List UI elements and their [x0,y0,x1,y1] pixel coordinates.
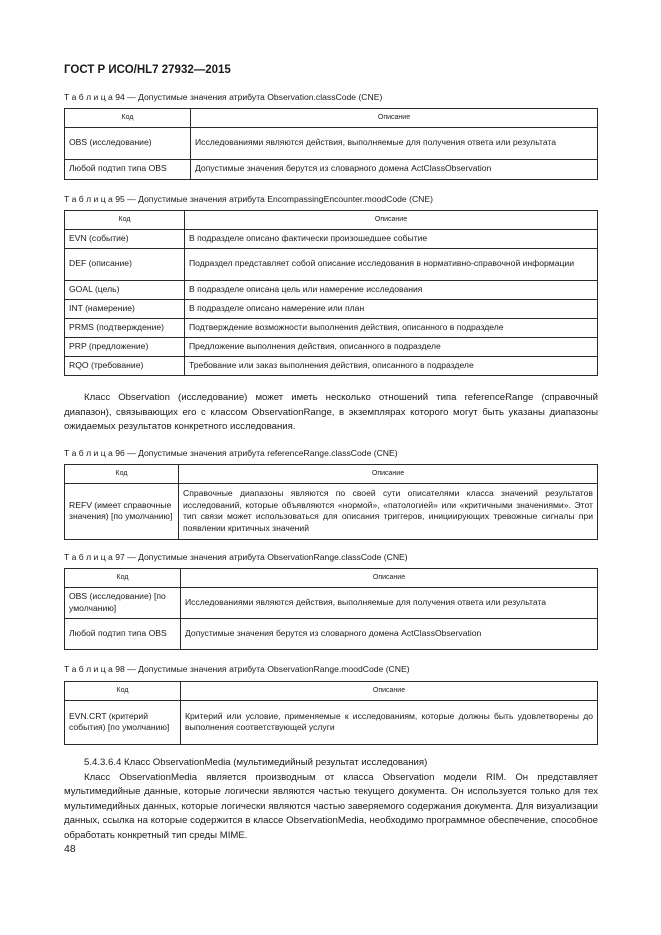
code-cell: EVN (событие) [65,229,185,248]
table-97-caption: Т а б л и ц а 97 — Допустимые значения атрибута ObservationRange.classCode (CNE) [64,552,408,562]
table-95 [64,210,598,376]
code-cell: INT (намерение) [65,299,185,318]
table-96 [64,464,598,540]
table-row [65,159,598,179]
table-row [65,337,598,356]
column-header-description: Описание [181,682,598,701]
table-row [65,229,598,248]
table-header-row [65,109,598,128]
table-row [65,587,598,618]
column-header-code: Код [65,211,185,230]
description-cell: Требование или заказ выполнения действия, описанного в подразделе [185,356,598,375]
table-header-row [65,682,598,701]
table-row [65,299,598,318]
page-number: 48 [64,843,76,855]
description-cell: Справочные диапазоны являются по своей сути описателями класса значений результатов исследований, которые объявляются «нормой», «патологией» или «критичными значениями». Этот тип связи может использоваться для описания триггеров, инициирующих тревожные сигналы при появлении критичных значений [179,483,598,539]
description-cell: Подтверждение возможности выполнения действия, описанного в подразделе [185,318,598,337]
table-98 [64,681,598,745]
code-cell: RQO (требование) [65,356,185,375]
description-cell: В подразделе описано фактически произошедшее событие [185,229,598,248]
description-cell: Допустимые значения берутся из словарного домена ActClassObservation [191,159,598,179]
table-94 [64,108,598,180]
code-cell: OBS (исследование) [65,127,191,159]
section-text: Класс ObservationMedia является производным от класса Observation модели RIM. Он представляет мультимедийные данные, которые логически являются частью текущего документа. Он используется только для тех мультимедийных данных, которые логически являются частью заверяемого содержания документа. Для визуализации данных, ссылка на которые содержится в классе ObservationMedia, необходимо программное обеспечение, способное обработать конкретный тип среды MIME. [64,771,598,841]
table-row [65,356,598,375]
table-row [65,248,598,280]
table-header-row [65,211,598,230]
code-cell: GOAL (цель) [65,280,185,299]
code-cell: DEF (описание) [65,248,185,280]
column-header-description: Описание [181,569,598,588]
column-header-code: Код [65,569,181,588]
table-row [65,280,598,299]
table-96-caption: Т а б л и ц а 96 — Допустимые значения атрибута referenceRange.classCode (CNE) [64,448,398,458]
description-cell: Подраздел представляет собой описание исследования в нормативно-справочной информации [185,248,598,280]
section-observation-media [64,756,598,844]
column-header-code: Код [65,109,191,128]
column-header-description: Описание [191,109,598,128]
section-heading: 5.4.3.6.4 Класс ObservationMedia (мультимедийный результат исследования) [84,757,428,768]
table-98-caption: Т а б л и ц а 98 — Допустимые значения атрибута ObservationRange.moodCode (CNE) [64,664,410,674]
code-cell: PRP (предложение) [65,337,185,356]
observation-paragraph: Класс Observation (исследование) может иметь несколько отношений типа referenceRange (справочный диапазон), связывающих его с классом ObservationRange, в экземплярах которого могут быть указаны диапазоны ожидаемых результатов конкретного исследования. [64,392,598,433]
column-header-description: Описание [179,465,598,484]
table-header-row [65,465,598,484]
description-cell: Критерий или условие, применяемые к исследованиям, которые должны быть удовлетворены до выполнения соответствующей услуги [181,700,598,744]
table-row [65,127,598,159]
description-cell: Допустимые значения берутся из словарного домена ActClassObservation [181,618,598,649]
code-cell: PRMS (подтверждение) [65,318,185,337]
code-cell: Любой подтип типа OBS [65,618,181,649]
table-row [65,700,598,744]
table-row [65,618,598,649]
description-cell: Исследованиями являются действия, выполняемые для получения ответа или результата [181,587,598,618]
description-cell: Исследованиями являются действия, выполняемые для получения ответа или результата [191,127,598,159]
document-header: ГОСТ Р ИСО/HL7 27932—2015 [64,64,231,76]
column-header-code: Код [65,465,179,484]
code-cell: EVN.CRT (критерий события) [по умолчанию] [65,700,181,744]
code-cell: OBS (исследование) [по умолчанию] [65,587,181,618]
code-cell: REFV (имеет справочные значения) [по умолчанию] [65,483,179,539]
description-cell: В подразделе описано намерение или план [185,299,598,318]
column-header-code: Код [65,682,181,701]
description-cell: В подразделе описана цель или намерение исследования [185,280,598,299]
table-row [65,483,598,539]
table-row [65,318,598,337]
description-cell: Предложение выполнения действия, описанного в подразделе [185,337,598,356]
table-header-row [65,569,598,588]
table-97 [64,568,598,650]
column-header-description: Описание [185,211,598,230]
table-95-caption: Т а б л и ц а 95 — Допустимые значения атрибута EncompassingEncounter.moodCode (CNE) [64,194,433,204]
code-cell: Любой подтип типа OBS [65,159,191,179]
table-94-caption: Т а б л и ц а 94 — Допустимые значения атрибута Observation.classCode (CNE) [64,92,383,102]
